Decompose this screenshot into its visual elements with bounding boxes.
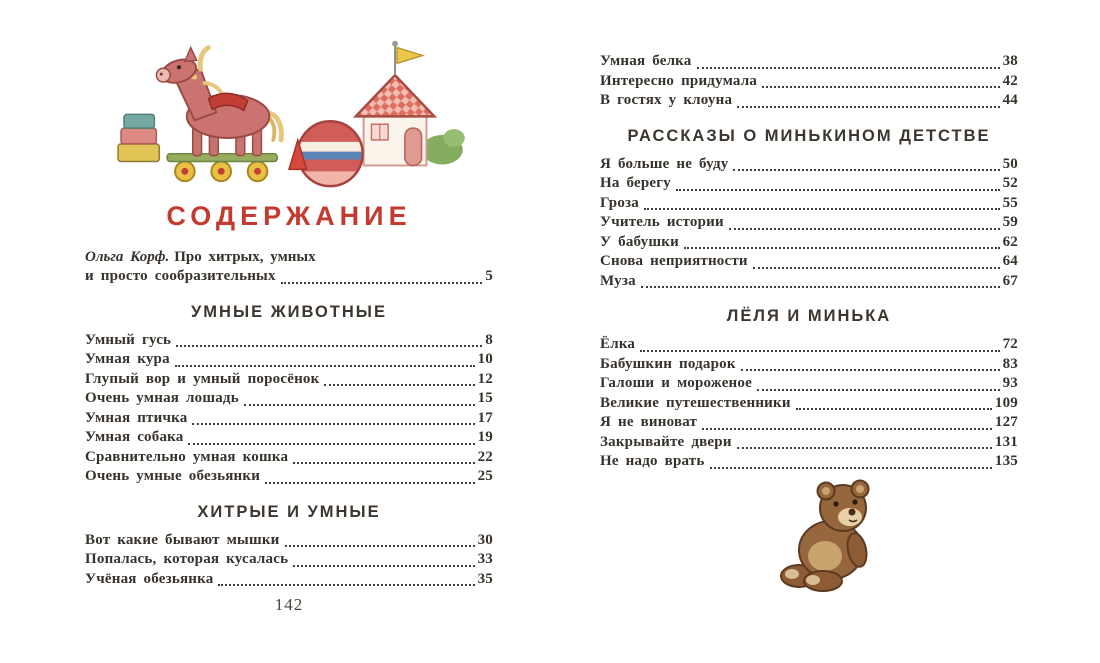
entry-page-number: 30 bbox=[477, 531, 493, 548]
entry-title: Попалась, которая кусалась bbox=[85, 551, 289, 567]
intro-author: Ольга Корф. bbox=[85, 249, 170, 265]
dot-leader bbox=[293, 565, 474, 567]
intro-text: Про хитрых, умных bbox=[174, 249, 316, 265]
entry-title: Очень умные обезьянки bbox=[85, 468, 261, 484]
toc-entry bbox=[85, 570, 493, 590]
dot-leader bbox=[265, 482, 475, 484]
entry-page-number: 131 bbox=[994, 433, 1018, 450]
entry-title: Умная собака bbox=[85, 429, 184, 445]
dot-leader bbox=[644, 208, 1000, 210]
toc-section bbox=[85, 303, 493, 487]
entry-title: Сравнительно умная кошка bbox=[85, 448, 289, 465]
teddy-bear-illustration bbox=[765, 476, 905, 596]
entry-page-number: 135 bbox=[994, 453, 1018, 469]
entry-page-number: 19 bbox=[477, 429, 493, 445]
toc-entry bbox=[600, 252, 1018, 272]
entry-title: Галоши и мороженое bbox=[600, 375, 752, 391]
toc-entry bbox=[600, 155, 1018, 175]
entry-page-number: 10 bbox=[477, 351, 493, 367]
entry-page-number: 8 bbox=[485, 331, 493, 348]
entry-page-number: 17 bbox=[477, 409, 493, 426]
dot-leader bbox=[737, 447, 992, 449]
entry-title: Закрывайте двери bbox=[600, 433, 732, 450]
dot-leader bbox=[762, 86, 1000, 88]
entry-title: Снова неприятности bbox=[600, 253, 748, 269]
dot-leader bbox=[188, 443, 474, 445]
entry-title: Глупый вор и умный поросёнок bbox=[85, 370, 320, 387]
left-toc-sections bbox=[85, 303, 493, 590]
entry-page-number: 55 bbox=[1002, 194, 1018, 211]
entry-title: Гроза bbox=[600, 194, 639, 211]
entry-title: Умная белка bbox=[600, 53, 692, 69]
toc-entry bbox=[85, 531, 493, 551]
dot-leader bbox=[676, 189, 1000, 191]
entry-title: Вот какие бывают мышки bbox=[85, 531, 280, 548]
entry-page-number: 44 bbox=[1002, 92, 1018, 108]
dot-leader bbox=[281, 282, 483, 284]
toc-entry bbox=[600, 413, 1018, 433]
entry-title: На берегу bbox=[600, 175, 671, 191]
toc-entry bbox=[85, 389, 493, 409]
toc-entry bbox=[600, 355, 1018, 375]
toc-entry bbox=[600, 394, 1018, 414]
toc-entry bbox=[85, 370, 493, 390]
toc-entry bbox=[600, 72, 1018, 92]
dot-leader bbox=[729, 228, 1000, 230]
dot-leader bbox=[753, 267, 1000, 269]
section-heading: РАССКАЗЫ О МИНЬКИНОМ ДЕТСТВЕ bbox=[627, 126, 991, 145]
entry-page-number: 72 bbox=[1002, 336, 1018, 352]
entry-page-number: 59 bbox=[1002, 214, 1018, 230]
toc-entry bbox=[85, 331, 493, 351]
dot-leader bbox=[697, 67, 1000, 69]
right-page bbox=[550, 0, 1100, 663]
toc-entry bbox=[600, 194, 1018, 214]
entry-title: Бабушкин подарок bbox=[600, 355, 736, 372]
entry-title: Умная птичка bbox=[85, 409, 188, 426]
entry-title: В гостях у клоуна bbox=[600, 92, 733, 108]
dot-leader bbox=[293, 462, 474, 464]
entry-title: и просто сообразительных bbox=[85, 268, 276, 284]
toc-entry bbox=[600, 272, 1018, 292]
entry-page-number: 52 bbox=[1002, 175, 1018, 191]
section-heading: ХИТРЫЕ И УМНЫЕ bbox=[197, 502, 381, 521]
section-heading: ЛЁЛЯ И МИНЬКА bbox=[726, 307, 892, 325]
entry-title: Ёлка bbox=[600, 336, 636, 352]
dot-leader bbox=[796, 408, 992, 410]
dot-leader bbox=[702, 428, 992, 430]
entry-page-number: 64 bbox=[1002, 253, 1018, 269]
right-column bbox=[600, 52, 1018, 472]
entry-page-number: 33 bbox=[477, 551, 493, 567]
toc-entry bbox=[85, 448, 493, 468]
entry-title: Не надо врать bbox=[600, 453, 705, 469]
dot-leader bbox=[192, 423, 474, 425]
toc-entry bbox=[600, 433, 1018, 453]
toc-entry bbox=[85, 428, 493, 448]
toc-section bbox=[600, 127, 1018, 292]
entry-page-number: 12 bbox=[477, 370, 493, 387]
intro-entry bbox=[85, 248, 493, 287]
left-column bbox=[85, 0, 493, 589]
toc-section bbox=[85, 503, 493, 590]
toc-entry bbox=[85, 350, 493, 370]
entry-title: У бабушки bbox=[600, 233, 679, 250]
entry-title: Я не виноват bbox=[600, 414, 698, 430]
dot-leader bbox=[710, 467, 992, 469]
entry-page-number: 35 bbox=[477, 570, 493, 587]
entry-page-number: 5 bbox=[485, 268, 493, 284]
entry-page-number: 42 bbox=[1002, 72, 1018, 89]
toc-entry bbox=[600, 91, 1018, 111]
entry-page-number: 109 bbox=[994, 394, 1018, 411]
entry-page-number: 38 bbox=[1002, 53, 1018, 69]
entry-page-number: 67 bbox=[1002, 272, 1018, 289]
dot-leader bbox=[684, 247, 1000, 249]
entry-page-number: 83 bbox=[1002, 355, 1018, 372]
entry-page-number: 15 bbox=[477, 390, 493, 406]
entry-title: Муза bbox=[600, 272, 636, 289]
dot-leader bbox=[218, 584, 474, 586]
entry-title: Умная кура bbox=[85, 351, 170, 367]
toc-entry bbox=[85, 267, 493, 287]
entry-page-number: 50 bbox=[1002, 155, 1018, 172]
entry-title: Великие путешественники bbox=[600, 394, 791, 411]
dot-leader bbox=[641, 286, 1000, 288]
entry-page-number: 127 bbox=[994, 414, 1018, 430]
entry-title: Учитель истории bbox=[600, 214, 724, 230]
toc-entry bbox=[85, 409, 493, 429]
toc-section bbox=[600, 307, 1018, 472]
toc-entry bbox=[85, 550, 493, 570]
toc-entry bbox=[85, 467, 493, 487]
toc-entry bbox=[600, 335, 1018, 355]
entry-title: Я больше не буду bbox=[600, 155, 729, 172]
dot-leader bbox=[324, 384, 474, 386]
dot-leader bbox=[737, 106, 999, 108]
section-heading: УМНЫЕ ЖИВОТНЫЕ bbox=[191, 302, 387, 321]
toc-entry bbox=[600, 174, 1018, 194]
entry-page-number: 25 bbox=[477, 468, 493, 484]
toy-horse-illustration bbox=[107, 26, 467, 191]
entry-title: Умный гусь bbox=[85, 331, 172, 348]
entry-page-number: 62 bbox=[1002, 233, 1018, 250]
entry-title: Учёная обезьянка bbox=[85, 570, 214, 587]
dot-leader bbox=[741, 369, 1000, 371]
intro-line bbox=[85, 248, 493, 267]
page-number: 142 bbox=[274, 595, 304, 614]
dot-leader bbox=[244, 404, 475, 406]
toc-entry bbox=[600, 52, 1018, 72]
toc-entry bbox=[600, 233, 1018, 253]
dot-leader bbox=[175, 365, 475, 367]
toc-entry bbox=[600, 452, 1018, 472]
entry-page-number: 22 bbox=[477, 448, 493, 465]
entry-title: Очень умная лошадь bbox=[85, 390, 239, 406]
dot-leader bbox=[640, 350, 999, 352]
continuation-entries bbox=[600, 52, 1018, 111]
right-toc-sections bbox=[600, 127, 1018, 472]
dot-leader bbox=[285, 545, 475, 547]
entry-page-number: 93 bbox=[1002, 375, 1018, 391]
dot-leader bbox=[757, 389, 1000, 391]
toc-entry bbox=[600, 374, 1018, 394]
entry-title: Интересно придумала bbox=[600, 72, 758, 89]
dot-leader bbox=[733, 169, 999, 171]
toc-entry bbox=[600, 213, 1018, 233]
contents-title: СОДЕРЖАНИЕ bbox=[166, 201, 412, 231]
dot-leader bbox=[176, 345, 482, 347]
